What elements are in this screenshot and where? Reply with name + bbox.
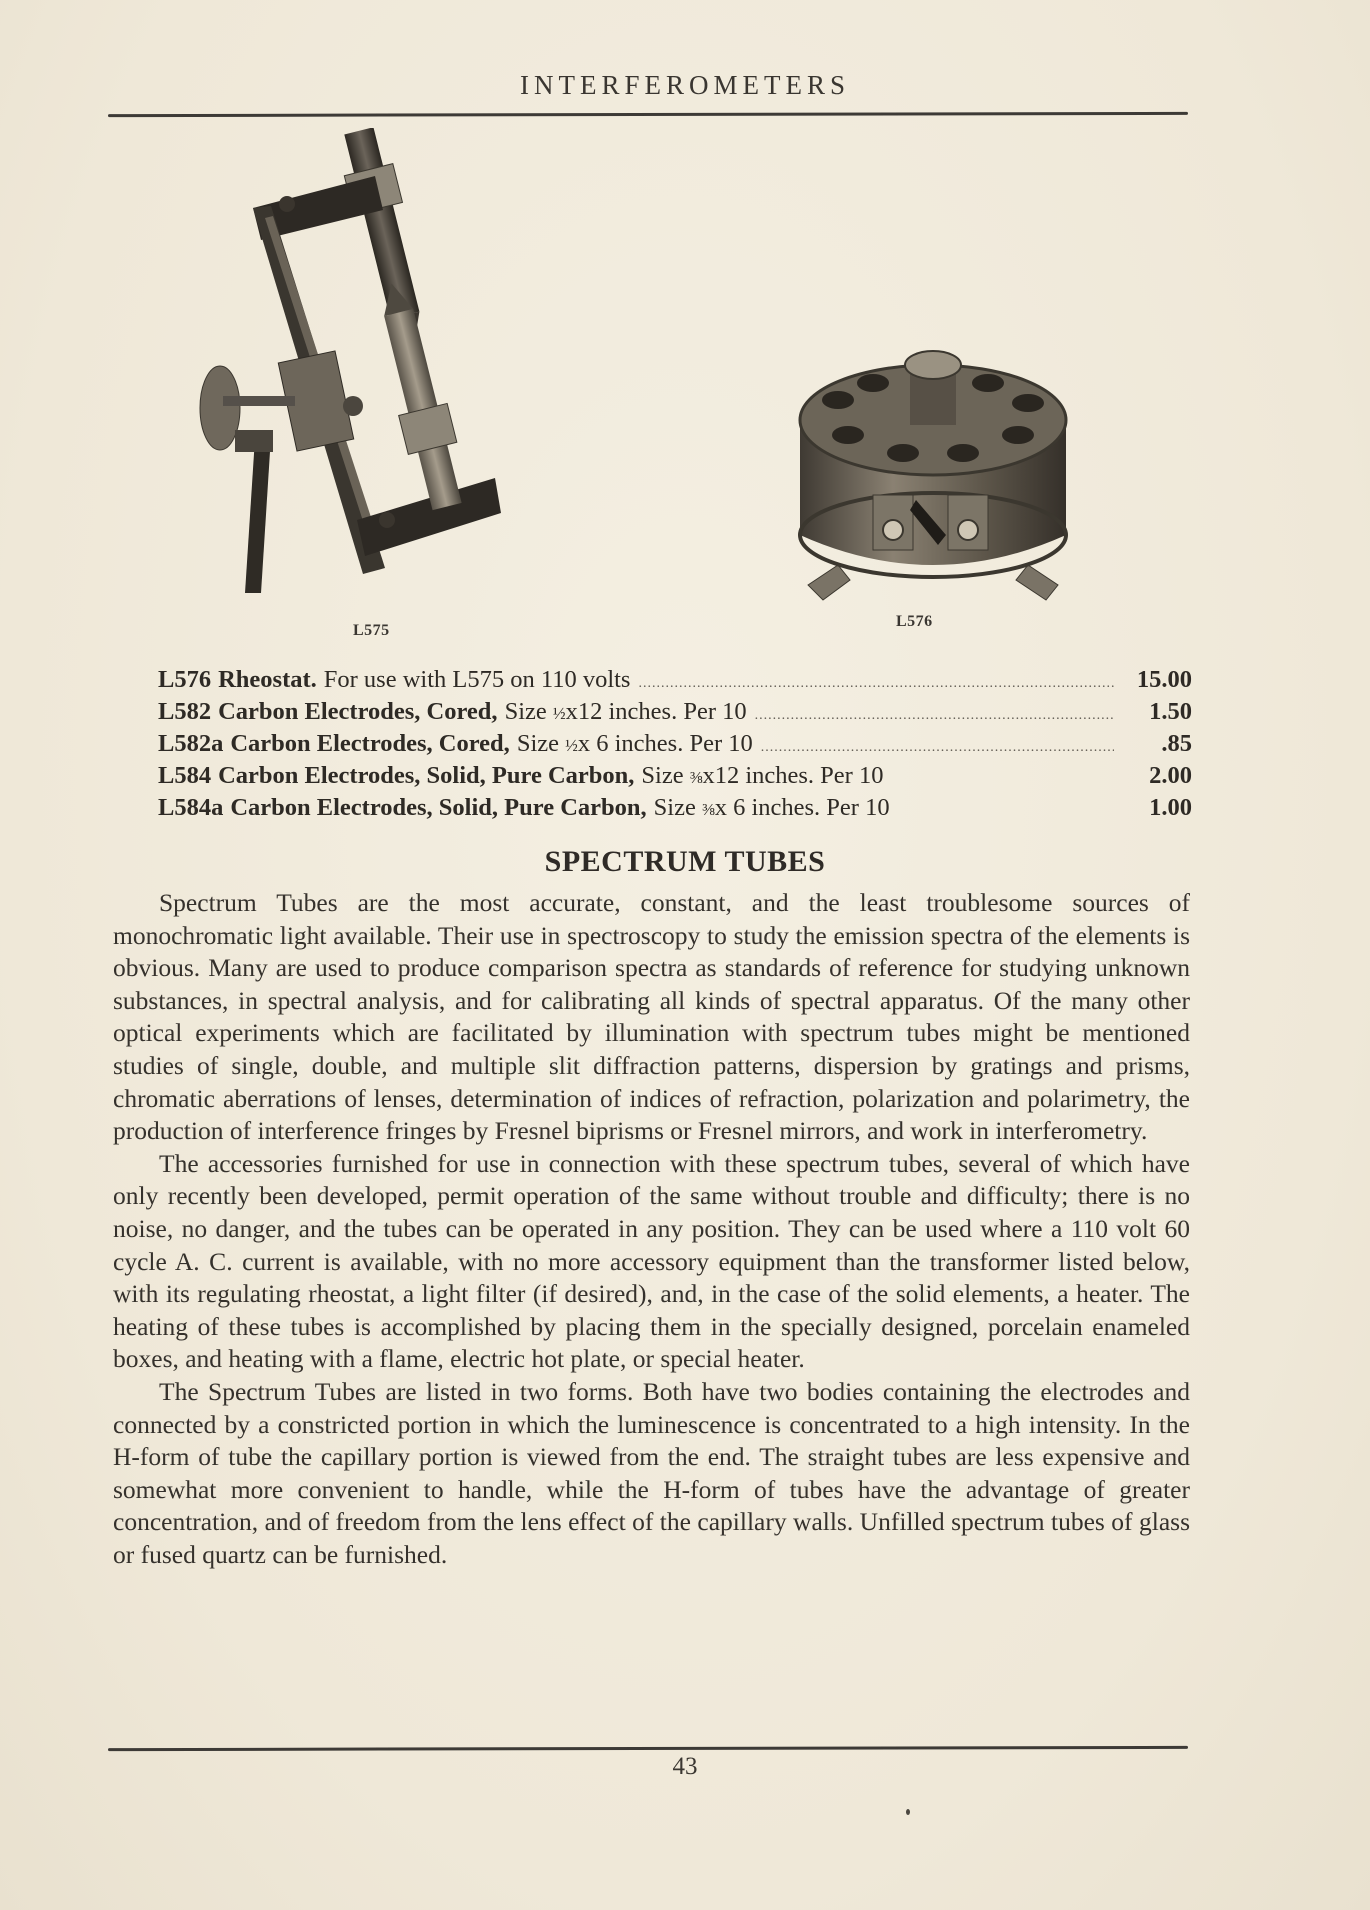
dot-leader xyxy=(638,676,1114,692)
section-body xyxy=(113,887,1190,1571)
figure-caption-l576: L576 xyxy=(896,613,933,630)
item-code: L584a xyxy=(158,794,224,821)
price-row-l582a xyxy=(158,730,1192,762)
paragraph: The accessories furnished for use in connection with these spectrum tubes, several of which have only recently been developed, permit operation of the same without trouble and difficulty; there is no noise, no danger, and the tubes can be operated in any position. They can be used where a 110 volt 60 cycle A. C. current is available, with no more accessory equipment than the transformer listed below, with its regulating rheostat, a light filter (if desired), and, in the case of the solid elements, a heater. The heating of these tubes is accomplished by placing them in the specially designed, porcelain enameled boxes, and heating with a flame, electric hot plate, or special heater. xyxy=(113,1148,1190,1374)
price-row-l584a xyxy=(158,794,1192,826)
item-name: Rheostat. xyxy=(218,666,317,693)
item-code: L582a xyxy=(158,730,224,757)
price-row-l584 xyxy=(158,762,1192,794)
item-price: 15.00 xyxy=(1136,666,1192,693)
size-fraction: ½ xyxy=(565,736,578,755)
section-heading: SPECTRUM TUBES xyxy=(544,845,826,878)
item-description xyxy=(505,698,747,726)
item-description xyxy=(517,730,753,758)
size-dimensions: x 6 inches. Per 10 xyxy=(577,730,753,757)
paragraph: Spectrum Tubes are the most accurate, constant, and the least troublesome sources of monochromatic light available. Their use in spectroscopy to study the emission spectra of the elements is obvious. Many are used to produce comparison spectra as standards of reference for studying unknown substances, in spectral analysis, and for calibrating all kinds of spectral apparatus. Of the many other optical experiments which are facilitated by illumination with spectrum tubes might be mentioned studies of single, double, and multiple slit diffraction patterns, dispersion by gratings and prisms, chromatic aberrations of lenses, determination of indices of refraction, polarization and polarimetry, the production of interference fringes by Fresnel biprisms or Fresnel mirrors, and work in interferometry. xyxy=(113,888,1190,1146)
figure-l575 xyxy=(195,128,555,639)
size-dimensions: x 6 inches. Per 10 xyxy=(714,794,890,821)
dot-leader xyxy=(761,740,1114,756)
item-description xyxy=(654,794,890,822)
dot-leader xyxy=(755,708,1114,724)
item-name: Carbon Electrodes, Solid, Pure Carbon, xyxy=(230,794,647,821)
item-description: For use with L575 on 110 volts xyxy=(323,666,631,693)
size-label: Size xyxy=(641,762,690,789)
item-price: 1.50 xyxy=(1149,698,1192,725)
size-fraction: ⅜ xyxy=(701,800,715,819)
running-title: INTERFEROMETERS xyxy=(519,70,850,100)
item-code: L582 xyxy=(158,698,212,725)
item-name: Carbon Electrodes, Cored, xyxy=(230,730,510,757)
price-list xyxy=(158,666,1192,826)
size-fraction: ½ xyxy=(552,704,566,723)
paper-speck xyxy=(906,1809,910,1815)
rheostat-icon xyxy=(788,335,1078,615)
size-dimensions: x12 inches. Per 10 xyxy=(702,762,884,789)
carbon-arc-lamp-icon xyxy=(195,128,555,618)
header-rule xyxy=(108,112,1188,117)
item-name: Carbon Electrodes, Solid, Pure Carbon, xyxy=(218,762,635,789)
price-row-l582 xyxy=(158,698,1192,730)
figure-l576 xyxy=(788,335,1078,635)
size-label: Size xyxy=(504,698,553,725)
item-name: Carbon Electrodes, Cored, xyxy=(218,698,498,725)
paragraph: The Spectrum Tubes are listed in two forms. Both have two bodies containing the electrodes and connected by a constricted portion in which the luminescence is concentrated to a high intensity. In the H-form of tube the capillary portion is viewed from the end. The straight tubes are less expensive and somewhat more convenient to handle, while the H-form of tubes have the advantage of greater concentration, and of freedom from the lens effect of the capillary walls. Unfilled spectrum tubes of glass or fused quartz can be furnished. xyxy=(113,1376,1190,1569)
item-description xyxy=(641,762,883,790)
size-dimensions: x12 inches. Per 10 xyxy=(565,698,747,725)
size-label: Size xyxy=(516,730,566,757)
item-code: L576 xyxy=(158,666,212,693)
size-fraction: ⅜ xyxy=(689,768,703,787)
item-code: L584 xyxy=(158,762,212,789)
footer-rule xyxy=(108,1746,1188,1751)
price-row-l576 xyxy=(158,666,1192,698)
item-price: 2.00 xyxy=(1149,762,1192,789)
item-price: .85 xyxy=(1161,730,1192,757)
figure-caption-l575: L575 xyxy=(353,622,390,639)
size-label: Size xyxy=(653,794,702,821)
item-price: 1.00 xyxy=(1149,794,1192,821)
page-number: 43 xyxy=(672,1753,698,1780)
